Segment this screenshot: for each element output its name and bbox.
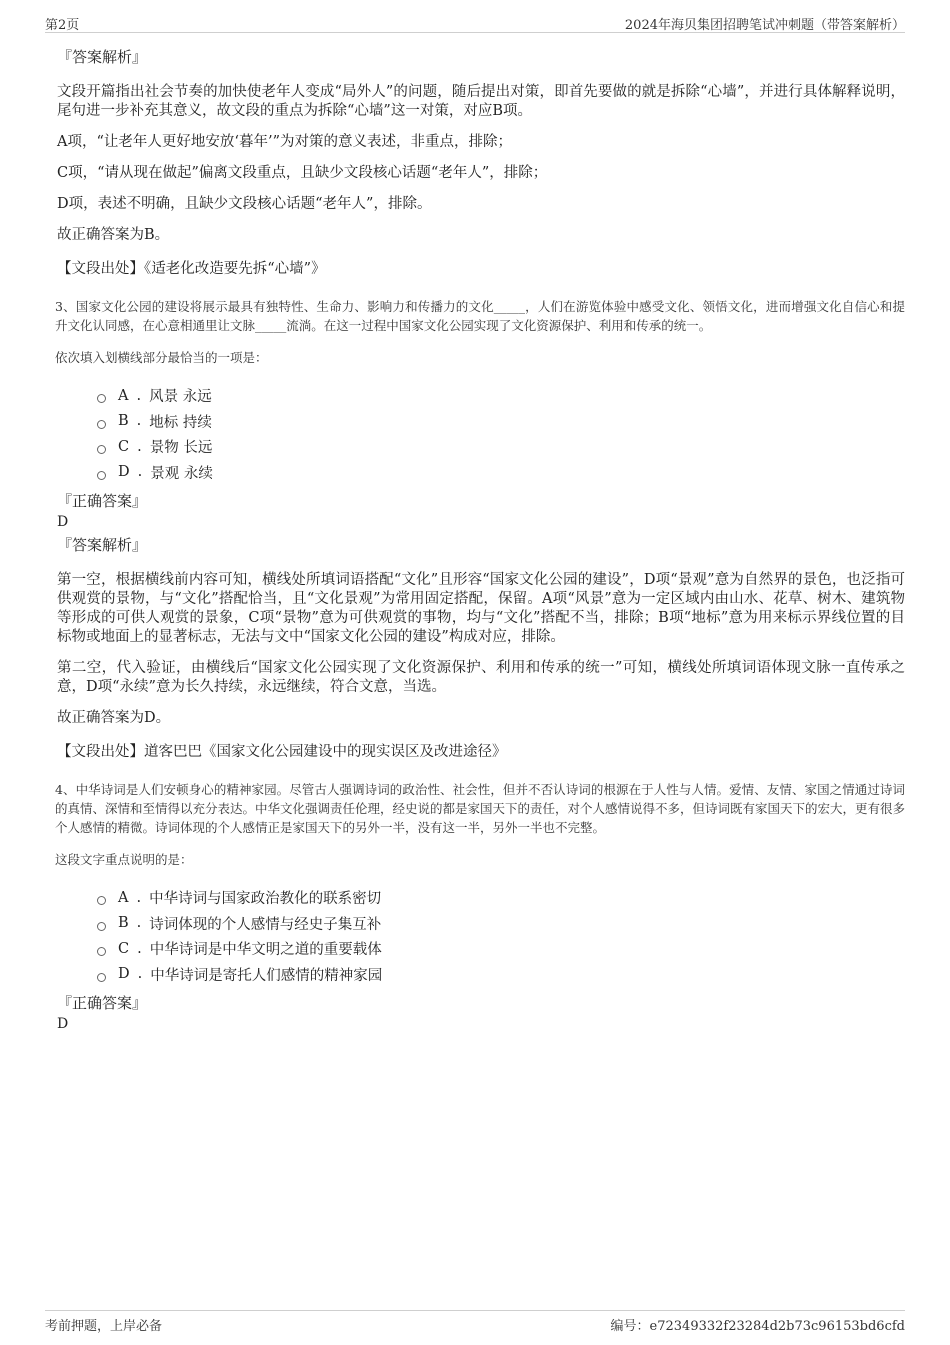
option-a[interactable]: A . 中华诗词与国家政治教化的联系密切 xyxy=(97,885,905,911)
radio-button[interactable] xyxy=(97,896,106,905)
radio-button[interactable] xyxy=(97,471,106,480)
radio-button[interactable] xyxy=(97,445,106,454)
correct-answer: D xyxy=(57,514,69,530)
question-4-prompt: 这段文字重点说明的是： xyxy=(55,852,193,867)
footer-slogan: 考前押题，上岸必备 xyxy=(45,1319,163,1334)
analysis-paragraph: 第二空，代入验证，由横线后“国家文化公园实现了文化资源保护、利用和传承的统一”可知，横线处所填词语体现文脉一直传承之意，D项“永续”意为长久持续，永远继续，符合文意，当选。 xyxy=(57,660,905,695)
question-3-prompt: 依次填入划横线部分最恰当的一项是： xyxy=(55,350,268,365)
page-header xyxy=(45,12,905,33)
page-number: 第2页 xyxy=(45,18,80,33)
analysis-paragraph: D项，表述不明确，且缺少文段核心话题“老年人”，排除。 xyxy=(57,196,432,212)
correct-answer-tag: 『正确答案』 xyxy=(57,994,148,1012)
radio-button[interactable] xyxy=(97,420,106,429)
analysis-paragraph: 文段开篇指出社会节奏的加快使老年人变成“局外人”的问题，随后提出对策，即首先要做的就是拆除“心墙”，并进行具体解释说明，尾句进一步补充其意义，故文段的重点为拆除“心墙”这一对策，对应B项。 xyxy=(57,84,905,119)
document-id: 编号：e72349332f23284d2b73c96153bd6cfd xyxy=(610,1319,905,1334)
option-label: 景观 永续 xyxy=(150,465,213,482)
question-3-text: 3、国家文化公园的建设将展示最具有独特性、生命力、影响力和传播力的文化_____，人们在游览体验中感受文化、领悟文化，进而增强文化自信心和提升文化认同感，在心意相通里让文脉_____流淌。在这一过程中国家文化公园实现了文化资源保护、利用和传承的统一。 xyxy=(55,299,905,333)
question-4-options xyxy=(97,885,905,987)
page-content xyxy=(45,40,905,1033)
option-b[interactable]: B . 诗词体现的个人感情与经史子集互补 xyxy=(97,911,905,937)
option-label: 诗词体现的个人感情与经史子集互补 xyxy=(149,916,382,933)
option-c[interactable]: C . 中华诗词是中华文明之道的重要载体 xyxy=(97,936,905,962)
analysis-tag: 『答案解析』 xyxy=(57,536,148,554)
option-label: 中华诗词是中华文明之道的重要载体 xyxy=(149,942,382,959)
analysis-paragraph: 第一空，根据横线前内容可知，横线处所填词语搭配“文化”且形容“国家文化公园的建设”，D项“景观”意为自然界的景色，也泛指可供观赏的景物，与“文化”搭配恰当，且“文化景观”为常用固定搭配，保留。A项“风景”意为一定区域内由山水、花草、树木、建筑物等形成的可供人观赏的景象，C项“景物”意为可供观赏的事物，均与“文化”搭配不当，排除；B项“地标”意为用来标示界线位置的目标物或地面上的显著标志，无法与文中“国家文化公园的建设”构成对应，排除。 xyxy=(57,572,905,645)
radio-button[interactable] xyxy=(97,947,106,956)
source-citation: 【文段出处】《适老化改造要先拆“心墙”》 xyxy=(57,261,326,277)
analysis-paragraph: C项，“请从现在做起”偏离文段重点，且缺少文段核心话题“老年人”，排除； xyxy=(57,165,548,181)
radio-button[interactable] xyxy=(97,394,106,403)
option-label: 景物 长远 xyxy=(149,440,213,457)
source-citation: 【文段出处】道客巴巴《国家文化公园建设中的现实误区及改进途径》 xyxy=(57,744,507,760)
option-label: 中华诗词是寄托人们感情的精神家园 xyxy=(150,967,383,984)
document-title: 2024年海贝集团招聘笔试冲刺题（带答案解析） xyxy=(624,18,905,33)
option-d[interactable]: D . 景观 永续 xyxy=(97,460,905,486)
option-c[interactable]: C . 景物 长远 xyxy=(97,434,905,460)
option-label: 中华诗词与国家政治教化的联系密切 xyxy=(149,891,382,908)
radio-button[interactable] xyxy=(97,922,106,931)
analysis-conclusion: 故正确答案为B。 xyxy=(57,227,170,243)
question-3-options xyxy=(97,383,905,485)
option-a[interactable]: A . 风景 永远 xyxy=(97,383,905,409)
option-label: 地标 持续 xyxy=(149,414,212,431)
analysis-tag: 『答案解析』 xyxy=(57,48,148,66)
radio-button[interactable] xyxy=(97,973,106,982)
analysis-paragraph: A项，“让老年人更好地安放‘暮年’”为对策的意义表述，非重点，排除； xyxy=(57,134,513,150)
page-footer xyxy=(45,1310,905,1333)
option-label: 风景 永远 xyxy=(149,389,212,406)
question-4-text: 4、中华诗词是人们安顿身心的精神家园。尽管古人强调诗词的政治性、社会性，但并不否认诗词的根源在于人性与人情。爱情、友情、家国之情通过诗词的真情、深情和至情得以充分表达。中华文化强调责任伦理，经史说的都是家国天下的责任，对个人感情说得不多，但诗词既有家国天下的宏大，更有很多个人感情的精微。诗词体现的个人感情正是家国天下的另外一半，没有这一半，另外一半也不完整。 xyxy=(55,782,906,835)
option-b[interactable]: B . 地标 持续 xyxy=(97,409,905,435)
option-d[interactable]: D . 中华诗词是寄托人们感情的精神家园 xyxy=(97,962,905,988)
correct-answer: D xyxy=(57,1016,69,1032)
analysis-conclusion: 故正确答案为D。 xyxy=(57,710,171,726)
correct-answer-tag: 『正确答案』 xyxy=(57,492,148,510)
